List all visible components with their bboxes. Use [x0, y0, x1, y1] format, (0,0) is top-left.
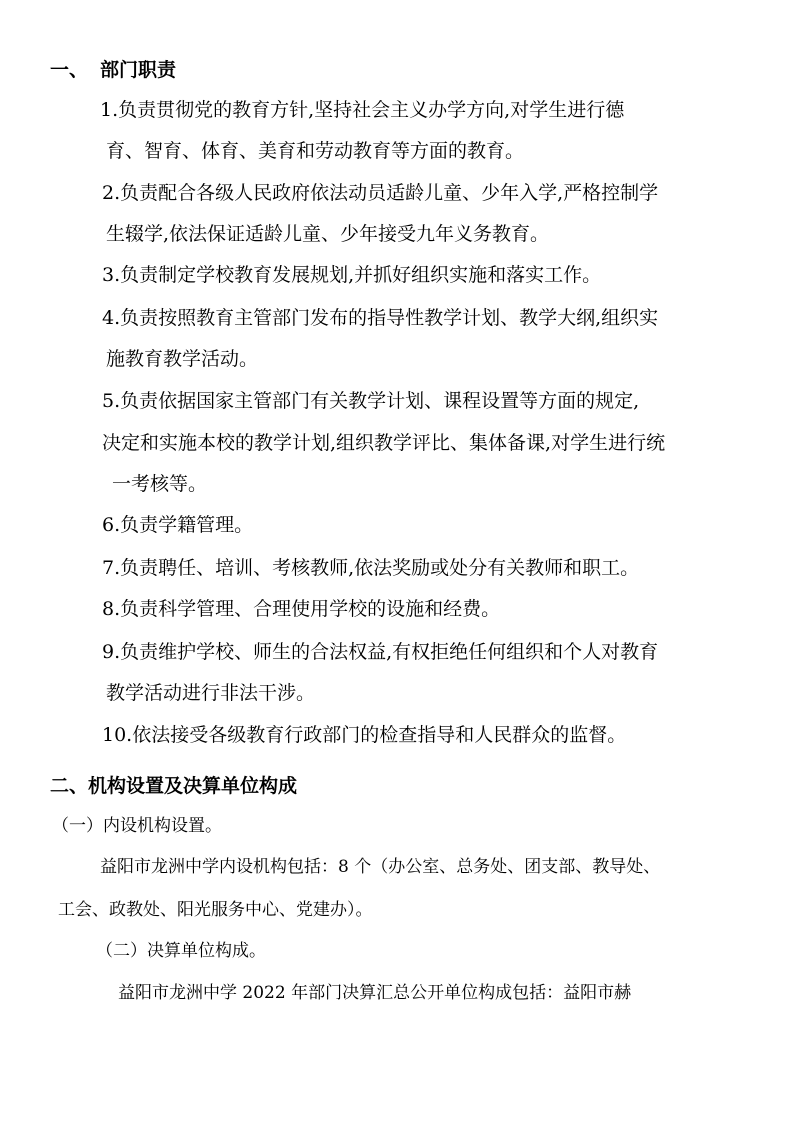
duty-line: 6.负责学籍管理。 [102, 514, 254, 536]
duty-line: 4.负责按照教育主管部门发布的指导性教学计划、教学大纲,组织实 [102, 307, 659, 329]
section1-number: 一、 [50, 59, 89, 81]
duty-line: 1.负责贯彻党的教育方针,坚持社会主义办学方向,对学生进行德 [100, 99, 625, 121]
duty-line: 决定和实施本校的教学计划,组织教学评比、集体备课,对学生进行统 [102, 432, 666, 454]
subsection-unit-composition: （二）决算单位构成。 [96, 941, 266, 961]
duty-line: 5.负责依据国家主管部门有关教学计划、课程设置等方面的规定, [102, 390, 640, 412]
subsection-internal-structure: （一）内设机构设置。 [52, 816, 222, 836]
duty-line: 8.负责科学管理、合理使用学校的设施和经费。 [102, 598, 501, 620]
duty-line: 10.依法接受各级教育行政部门的检查指导和人民群众的监督。 [102, 724, 627, 746]
section2-title: 二、机构设置及决算单位构成 [50, 775, 298, 797]
duty-line: 育、智育、体育、美育和劳动教育等方面的教育。 [106, 140, 525, 162]
body-line: 工会、政教处、阳光服务中心、党建办）。 [58, 900, 373, 920]
duty-line: 施教育教学活动。 [106, 348, 259, 370]
body-line: 益阳市龙洲中学内设机构包括：8 个（办公室、总务处、团支部、教导处、 [100, 857, 661, 877]
body-line: 益阳市龙洲中学 2022 年部门决算汇总公开单位构成包括：益阳市赫 [118, 983, 632, 1003]
duty-line: 一考核等。 [112, 473, 208, 495]
duty-line: 教学活动进行非法干涉。 [106, 682, 316, 704]
duty-line: 2.负责配合各级人民政府依法动员适龄儿童、少年入学,严格控制学 [102, 182, 659, 204]
duty-line: 7.负责聘任、培训、考核教师,依法奖励或处分有关教师和职工。 [102, 557, 640, 579]
duty-line: 3.负责制定学校教育发展规划,并抓好组织实施和落实工作。 [102, 264, 602, 286]
duty-line: 9.负责维护学校、师生的合法权益,有权拒绝任何组织和个人对教育 [102, 641, 659, 663]
section1-title: 部门职责 [100, 59, 177, 81]
duty-line: 生辍学,依法保证适龄儿童、少年接受九年义务教育。 [106, 223, 550, 245]
